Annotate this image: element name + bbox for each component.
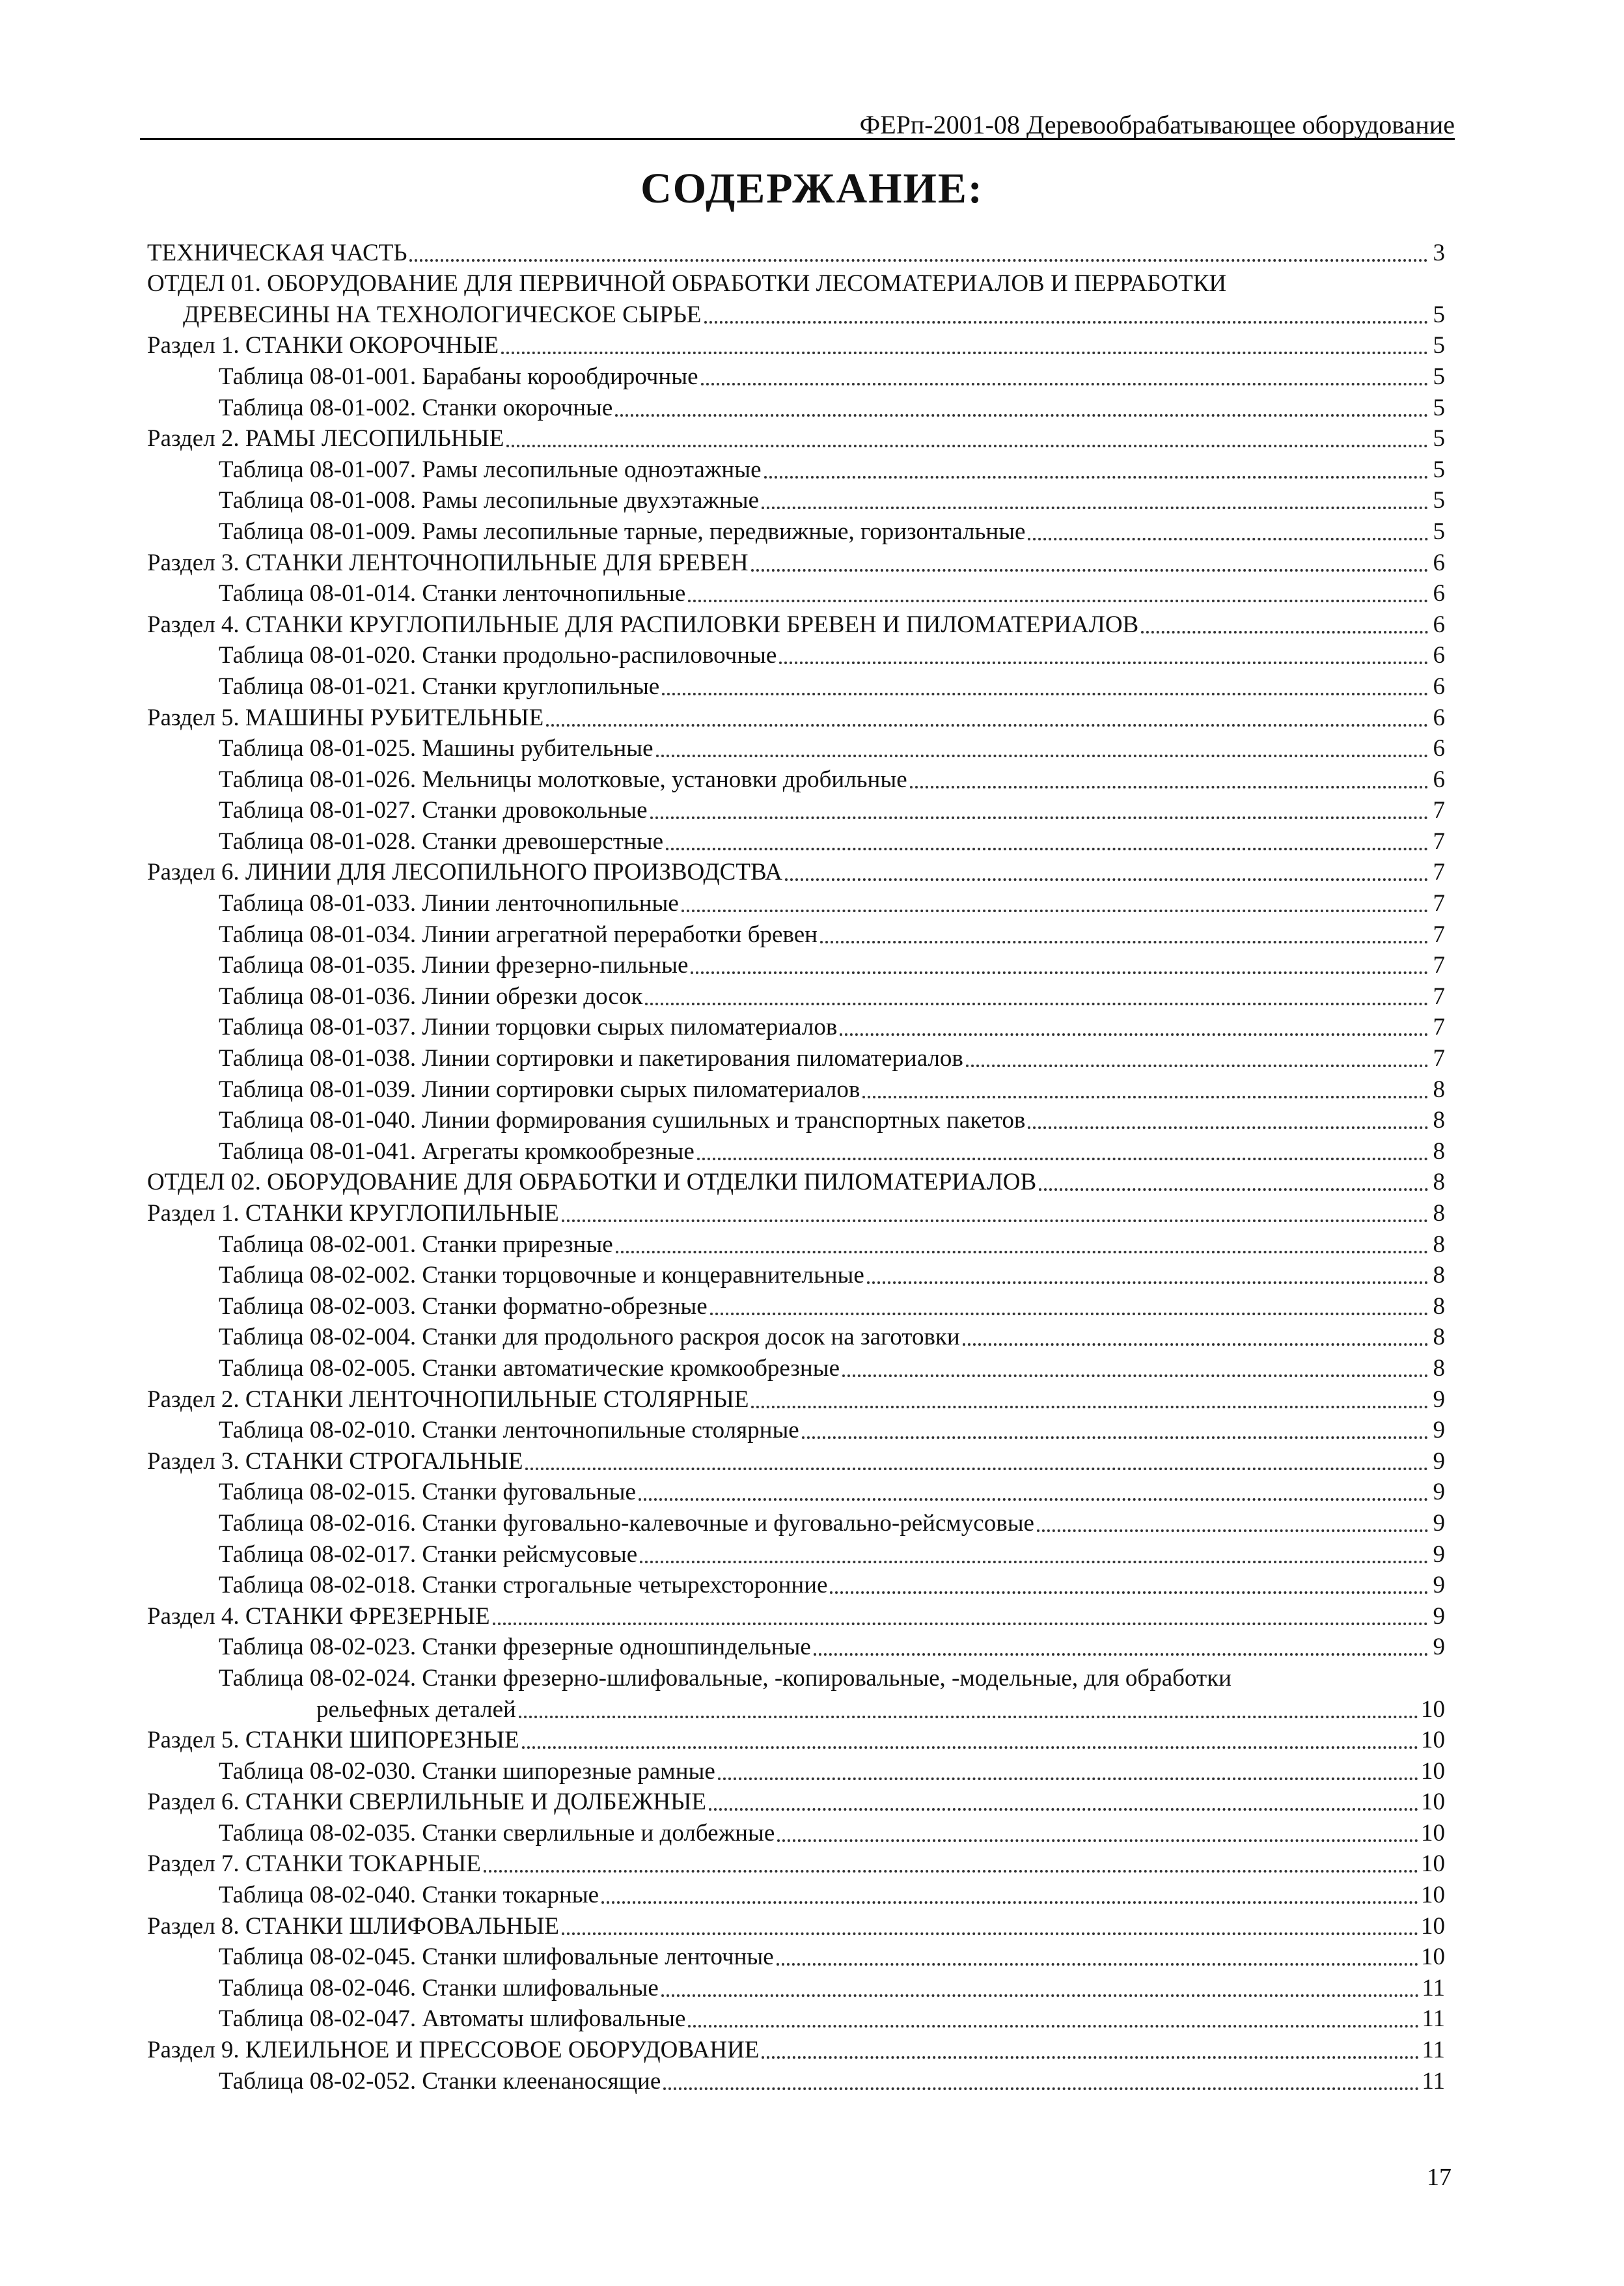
toc-entry-label: Таблица 08-01-038. Линии сортировки и пакетирования пиломатериалов bbox=[219, 1045, 963, 1072]
toc-entry bbox=[147, 1445, 1445, 1476]
dot-leader bbox=[681, 910, 1428, 912]
toc-entry bbox=[147, 701, 1445, 732]
toc-entry bbox=[147, 1817, 1445, 1848]
toc-entry-label: Таблица 08-02-017. Станки рейсмусовые bbox=[219, 1540, 638, 1568]
toc-entry-page: 6 bbox=[1433, 704, 1445, 731]
dot-leader bbox=[645, 1003, 1428, 1005]
toc-entry-label: Раздел 5. СТАНКИ ШИПОРЕЗНЫЕ bbox=[147, 1727, 519, 1754]
toc-entry bbox=[147, 1104, 1445, 1136]
toc-entry-label: Раздел 2. РАМЫ ЛЕСОПИЛЬНЫЕ bbox=[147, 425, 504, 453]
dot-leader bbox=[842, 1374, 1428, 1377]
toc-entry bbox=[147, 1569, 1445, 1600]
dot-leader bbox=[506, 445, 1428, 447]
toc-entry bbox=[147, 1878, 1445, 1910]
toc-entry-label: Таблица 08-01-026. Мельницы молотковые, установки дробильные bbox=[219, 766, 907, 793]
toc-entry-label: Раздел 7. СТАНКИ ТОКАРНЫЕ bbox=[147, 1850, 481, 1878]
dot-leader bbox=[525, 1468, 1428, 1470]
toc-entry bbox=[147, 1848, 1445, 1879]
toc-entry-label: Раздел 1. СТАНКИ ОКОРОЧНЫЕ bbox=[147, 332, 499, 359]
toc-entry-page: 7 bbox=[1433, 1014, 1445, 1041]
toc-entry-label: Таблица 08-01-021. Станки круглопильные bbox=[219, 673, 660, 700]
toc-entry-label: Таблица 08-02-046. Станки шлифовальные bbox=[219, 1974, 659, 2001]
dot-leader bbox=[688, 2025, 1419, 2028]
toc-entry-page: 5 bbox=[1433, 425, 1445, 453]
toc-entry-label: Раздел 9. КЛЕИЛЬНОЕ И ПРЕССОВОЕ ОБОРУДОВАНИЕ bbox=[147, 2037, 760, 2064]
toc-entry-page: 7 bbox=[1433, 952, 1445, 979]
toc-entry bbox=[147, 1786, 1445, 1817]
toc-entry-label: Таблица 08-02-005. Станки автоматические кромкообрезные bbox=[219, 1354, 840, 1382]
toc-entry-label: Таблица 08-02-002. Станки торцовочные и концеравнительные bbox=[219, 1262, 864, 1289]
toc-entry-page: 10 bbox=[1421, 1789, 1445, 1816]
toc-entry-label: Таблица 08-02-004. Станки для продольного раскроя досок на заготовки bbox=[219, 1324, 960, 1351]
dot-leader bbox=[484, 1870, 1418, 1873]
dot-leader bbox=[701, 383, 1429, 385]
toc-entry-label: Таблица 08-01-007. Рамы лесопильные одноэтажные bbox=[219, 456, 762, 483]
toc-entry bbox=[147, 1755, 1445, 1786]
toc-entry-page: 11 bbox=[1422, 1974, 1445, 2001]
toc-entry bbox=[147, 484, 1445, 516]
toc-entry-label: Раздел 3. СТАНКИ ЛЕНТОЧНОПИЛЬНЫЕ ДЛЯ БРЕВЕН bbox=[147, 549, 749, 576]
dot-leader bbox=[1028, 1126, 1428, 1129]
dot-leader bbox=[697, 1158, 1428, 1160]
dot-leader bbox=[709, 1808, 1418, 1811]
toc-entry-label: Таблица 08-02-016. Станки фуговально-калевочные и фуговально-рейсмусовые bbox=[219, 1509, 1034, 1537]
toc-entry-label: Таблица 08-02-018. Станки строгальные четырехсторонние bbox=[219, 1572, 828, 1599]
toc-entry-label: Таблица 08-01-036. Линии обрезки досок bbox=[219, 983, 643, 1010]
toc-entry bbox=[147, 1042, 1445, 1073]
toc-entry bbox=[147, 980, 1445, 1011]
dot-leader bbox=[688, 600, 1428, 602]
dot-leader bbox=[1141, 631, 1428, 634]
toc-entry-page: 9 bbox=[1433, 1479, 1445, 1506]
toc-entry bbox=[147, 578, 1445, 609]
toc-entry-label: Раздел 4. СТАНКИ ФРЕЗЕРНЫЕ bbox=[147, 1602, 490, 1630]
dot-leader bbox=[710, 1313, 1428, 1315]
dot-leader bbox=[562, 1220, 1428, 1222]
dot-leader bbox=[764, 476, 1429, 479]
toc-entry-label: Таблица 08-02-024. Станки фрезерно-шлифовальные, -копировальные, -модельные, для обработки bbox=[219, 1664, 1232, 1692]
dot-leader bbox=[616, 1251, 1428, 1253]
dot-leader bbox=[777, 1839, 1418, 1842]
dot-leader bbox=[519, 1716, 1418, 1718]
dot-leader bbox=[562, 1932, 1418, 1935]
dot-leader bbox=[814, 1653, 1428, 1656]
toc-entry-page: 6 bbox=[1433, 766, 1445, 793]
toc-entry-page: 8 bbox=[1433, 1292, 1445, 1320]
toc-entry-page: 8 bbox=[1433, 1200, 1445, 1227]
toc-entry-page: 9 bbox=[1433, 1572, 1445, 1599]
toc-entry-page: 10 bbox=[1421, 1757, 1445, 1785]
toc-entry-label: Таблица 08-01-009. Рамы лесопильные тарные, передвижные, горизонтальные bbox=[219, 518, 1026, 545]
toc-entry-page: 7 bbox=[1433, 890, 1445, 917]
toc-entry-label: Таблица 08-02-045. Станки шлифовальные ленточные bbox=[219, 1944, 774, 1971]
dot-leader bbox=[820, 941, 1428, 943]
dot-leader bbox=[718, 1777, 1418, 1780]
toc-entry bbox=[147, 732, 1445, 764]
toc-entry bbox=[147, 2033, 1445, 2065]
dot-leader bbox=[963, 1343, 1428, 1346]
toc-entry-page: 7 bbox=[1433, 921, 1445, 948]
toc-entry bbox=[147, 1631, 1445, 1662]
toc-entry-label: Таблица 08-02-040. Станки токарные bbox=[219, 1882, 599, 1909]
toc-entry-label: ТЕХНИЧЕСКАЯ ЧАСТЬ bbox=[147, 239, 407, 266]
toc-entry-page: 6 bbox=[1433, 549, 1445, 576]
toc-entry bbox=[147, 949, 1445, 981]
toc-entry-label: ОТДЕЛ 02. ОБОРУДОВАНИЕ ДЛЯ ОБРАБОТКИ И ОТДЕЛКИ ПИЛОМАТЕРИАЛОВ bbox=[147, 1169, 1037, 1196]
toc-entry-label: Таблица 08-01-041. Агрегаты кромкообрезные bbox=[219, 1137, 695, 1165]
toc-entry-label: Таблица 08-02-015. Станки фуговальные bbox=[219, 1479, 636, 1506]
dot-leader bbox=[777, 1963, 1418, 1966]
toc-entry-page: 8 bbox=[1433, 1354, 1445, 1382]
toc-entry bbox=[147, 670, 1445, 701]
toc-entry-page: 8 bbox=[1433, 1107, 1445, 1134]
toc-entry-page: 10 bbox=[1421, 1944, 1445, 1971]
dot-leader bbox=[691, 971, 1428, 974]
dot-leader bbox=[650, 816, 1428, 819]
toc-entry-page: 10 bbox=[1421, 1819, 1445, 1847]
toc-entry-page: 6 bbox=[1433, 642, 1445, 669]
toc-entry-label: Таблица 08-01-014. Станки ленточнопильные bbox=[219, 580, 686, 607]
toc-entry-page: 6 bbox=[1433, 735, 1445, 762]
toc-entry-page: 7 bbox=[1433, 1045, 1445, 1072]
dot-leader bbox=[840, 1033, 1428, 1036]
toc-entry-label: Таблица 08-01-001. Барабаны корообдирочные bbox=[219, 363, 698, 390]
dot-leader bbox=[862, 1096, 1428, 1098]
toc-entry bbox=[147, 1507, 1445, 1538]
toc-entry bbox=[147, 1011, 1445, 1042]
toc-entry bbox=[147, 298, 1445, 329]
dot-leader bbox=[704, 321, 1429, 324]
toc-entry bbox=[147, 1166, 1445, 1197]
toc-entry bbox=[147, 763, 1445, 794]
toc-entry bbox=[147, 1693, 1445, 1724]
toc-entry bbox=[147, 887, 1445, 918]
toc-entry-page: 7 bbox=[1433, 859, 1445, 886]
toc-entry bbox=[147, 268, 1445, 299]
dot-leader bbox=[830, 1591, 1428, 1594]
toc-entry bbox=[147, 1259, 1445, 1290]
toc-entry bbox=[147, 423, 1445, 454]
toc-entry bbox=[147, 1600, 1445, 1631]
dot-leader bbox=[661, 1994, 1420, 1997]
toc-entry-page: 10 bbox=[1421, 1695, 1445, 1723]
toc-entry-page: 9 bbox=[1433, 1447, 1445, 1475]
toc-entry bbox=[147, 639, 1445, 671]
dot-leader bbox=[1037, 1529, 1428, 1532]
dot-leader bbox=[785, 878, 1428, 881]
dot-leader bbox=[522, 1746, 1418, 1749]
dot-leader bbox=[409, 259, 1428, 262]
dot-leader bbox=[762, 507, 1428, 509]
toc-entry-page: 5 bbox=[1433, 518, 1445, 545]
toc-entry-page: 5 bbox=[1433, 363, 1445, 390]
toc-entry-page: 6 bbox=[1433, 611, 1445, 638]
toc-entry-page: 10 bbox=[1421, 1882, 1445, 1909]
dot-leader bbox=[751, 569, 1428, 572]
toc-entry-label: Раздел 4. СТАНКИ КРУГЛОПИЛЬНЫЕ ДЛЯ РАСПИЛОВКИ БРЕВЕН И ПИЛОМАТЕРИАЛОВ bbox=[147, 611, 1139, 638]
toc-entry-page: 5 bbox=[1433, 332, 1445, 359]
toc-entry-label: Таблица 08-01-033. Линии ленточнопильные bbox=[219, 890, 679, 917]
toc-entry-page: 10 bbox=[1421, 1727, 1445, 1754]
toc-entry bbox=[147, 918, 1445, 949]
toc-entry-page: 11 bbox=[1422, 2005, 1445, 2033]
toc-entry-page: 10 bbox=[1421, 1912, 1445, 1940]
toc-entry-page: 8 bbox=[1433, 1324, 1445, 1351]
toc-entry-label: Таблица 08-01-002. Станки окорочные bbox=[219, 394, 613, 421]
toc-entry-page: 9 bbox=[1433, 1417, 1445, 1444]
toc-entry bbox=[147, 1972, 1445, 2003]
toc-entry-label: рельефных деталей bbox=[316, 1695, 516, 1723]
toc-entry-label: ДРЕВЕСИНЫ НА ТЕХНОЛОГИЧЕСКОЕ СЫРЬЕ bbox=[183, 301, 702, 328]
toc-entry-page: 11 bbox=[1422, 2067, 1445, 2095]
toc-entry bbox=[147, 329, 1445, 361]
toc-entry-page: 5 bbox=[1433, 301, 1445, 328]
dot-leader bbox=[910, 786, 1428, 788]
toc-entry-label: Раздел 6. ЛИНИИ ДЛЯ ЛЕСОПИЛЬНОГО ПРОИЗВОДСТВА bbox=[147, 859, 783, 886]
dot-leader bbox=[663, 2087, 1419, 2090]
toc-entry bbox=[147, 391, 1445, 423]
toc-entry bbox=[147, 1910, 1445, 1941]
toc-entry-page: 5 bbox=[1433, 394, 1445, 421]
toc-entry-label: Раздел 2. СТАНКИ ЛЕНТОЧНОПИЛЬНЫЕ СТОЛЯРНЫЕ bbox=[147, 1386, 749, 1413]
toc-entry bbox=[147, 546, 1445, 578]
toc-entry bbox=[147, 2065, 1445, 2096]
toc-entry-page: 5 bbox=[1433, 456, 1445, 483]
toc-entry-label: Таблица 08-02-003. Станки форматно-обрезные bbox=[219, 1292, 708, 1320]
toc-entry bbox=[147, 1197, 1445, 1228]
toc-entry-label: Таблица 08-02-030. Станки шипорезные рамные bbox=[219, 1757, 715, 1785]
toc-entry-label: Таблица 08-02-052. Станки клеенаносящие bbox=[219, 2067, 661, 2095]
toc-entry bbox=[147, 2003, 1445, 2034]
toc-entry-label: ОТДЕЛ 01. ОБОРУДОВАНИЕ ДЛЯ ПЕРВИЧНОЙ ОБРАБОТКИ ЛЕСОМАТЕРИАЛОВ И ПЕРРАБОТКИ bbox=[147, 270, 1227, 298]
dot-leader bbox=[493, 1623, 1428, 1625]
toc-entry-label: Таблица 08-02-047. Автоматы шлифовальные bbox=[219, 2005, 686, 2033]
toc-entry bbox=[147, 1321, 1445, 1352]
toc-entry-label: Раздел 3. СТАНКИ СТРОГАЛЬНЫЕ bbox=[147, 1447, 523, 1475]
toc-entry-page: 9 bbox=[1433, 1540, 1445, 1568]
toc-entry-label: Раздел 8. СТАНКИ ШЛИФОВАЛЬНЫЕ bbox=[147, 1912, 559, 1940]
toc-entry-label: Таблица 08-01-040. Линии формирования сушильных и транспортных пакетов bbox=[219, 1107, 1026, 1134]
dot-leader bbox=[662, 693, 1428, 695]
toc-entry-label: Раздел 5. МАШИНЫ РУБИТЕЛЬНЫЕ bbox=[147, 704, 544, 731]
toc-entry-page: 8 bbox=[1433, 1169, 1445, 1196]
dot-leader bbox=[640, 1561, 1428, 1563]
toc-entry-label: Таблица 08-01-008. Рамы лесопильные двухэтажные bbox=[219, 487, 760, 514]
toc-entry-label: Таблица 08-01-028. Станки древошерстные bbox=[219, 828, 664, 855]
header-rule bbox=[140, 138, 1455, 140]
toc-entry-page: 3 bbox=[1433, 239, 1445, 266]
toc-entry-page: 5 bbox=[1433, 487, 1445, 514]
toc-entry-page: 11 bbox=[1422, 2037, 1445, 2064]
toc-entry-label: Раздел 1. СТАНКИ КРУГЛОПИЛЬНЫЕ bbox=[147, 1200, 559, 1227]
toc-entry bbox=[147, 515, 1445, 546]
toc-entry-page: 8 bbox=[1433, 1262, 1445, 1289]
toc-entry-label: Таблица 08-01-020. Станки продольно-распиловочные bbox=[219, 642, 777, 669]
toc-entry bbox=[147, 856, 1445, 887]
dot-leader bbox=[779, 662, 1428, 664]
toc-entry-label: Таблица 08-01-027. Станки дровокольные bbox=[219, 797, 648, 824]
dot-leader bbox=[601, 1901, 1418, 1904]
toc-entry bbox=[147, 1662, 1445, 1693]
toc-entry-page: 9 bbox=[1433, 1602, 1445, 1630]
dot-leader bbox=[546, 724, 1428, 727]
dot-leader bbox=[966, 1065, 1428, 1067]
toc-entry-page: 10 bbox=[1421, 1850, 1445, 1878]
toc-entry-page: 9 bbox=[1433, 1634, 1445, 1661]
toc-entry-label: Таблица 08-01-025. Машины рубительные bbox=[219, 735, 654, 762]
toc-entry-label: Таблица 08-01-037. Линии торцовки сырых пиломатериалов bbox=[219, 1014, 838, 1041]
dot-leader bbox=[615, 414, 1428, 417]
toc-entry bbox=[147, 1228, 1445, 1259]
dot-leader bbox=[762, 2056, 1419, 2059]
dot-leader bbox=[1039, 1188, 1428, 1191]
page-number: 17 bbox=[1427, 2164, 1452, 2191]
toc-entry-page: 7 bbox=[1433, 983, 1445, 1010]
toc-entry bbox=[147, 360, 1445, 391]
toc-entry-label: Таблица 08-02-035. Станки сверлильные и долбежные bbox=[219, 1819, 775, 1847]
running-header: ФЕРп-2001-08 Деревообрабатывающее оборудование bbox=[859, 110, 1455, 139]
toc-entry-page: 8 bbox=[1433, 1231, 1445, 1258]
dot-leader bbox=[867, 1281, 1428, 1284]
toc-entry-label: Таблица 08-01-039. Линии сортировки сырых пиломатериалов bbox=[219, 1076, 860, 1103]
dot-leader bbox=[656, 755, 1428, 757]
toc-entry-label: Раздел 6. СТАНКИ СВЕРЛИЛЬНЫЕ И ДОЛБЕЖНЫЕ bbox=[147, 1789, 706, 1816]
dot-leader bbox=[639, 1498, 1428, 1501]
toc-entry bbox=[147, 825, 1445, 856]
toc-entry-page: 9 bbox=[1433, 1509, 1445, 1537]
toc-entry-label: Таблица 08-02-001. Станки прирезные bbox=[219, 1231, 613, 1258]
toc-entry-page: 7 bbox=[1433, 828, 1445, 855]
toc-entry-page: 6 bbox=[1433, 673, 1445, 700]
toc-entry bbox=[147, 1476, 1445, 1507]
dot-leader bbox=[751, 1406, 1428, 1408]
toc-entry bbox=[147, 1414, 1445, 1445]
dot-leader bbox=[501, 352, 1428, 354]
toc-entry-label: Таблица 08-02-010. Станки ленточнопильные столярные bbox=[219, 1417, 799, 1444]
toc-entry bbox=[147, 236, 1445, 268]
toc-entry bbox=[147, 1352, 1445, 1383]
toc-entry-label: Таблица 08-01-034. Линии агрегатной переработки бревен bbox=[219, 921, 818, 948]
toc-entry bbox=[147, 1290, 1445, 1321]
toc-entry bbox=[147, 1724, 1445, 1755]
table-of-contents bbox=[147, 236, 1445, 2096]
toc-entry-label: Таблица 08-01-035. Линии фрезерно-пильные bbox=[219, 952, 689, 979]
toc-entry-page: 9 bbox=[1433, 1386, 1445, 1413]
toc-entry bbox=[147, 1383, 1445, 1414]
dot-leader bbox=[666, 848, 1428, 850]
page-title: СОДЕРЖАНИЕ: bbox=[640, 165, 984, 212]
toc-entry bbox=[147, 1135, 1445, 1166]
toc-entry bbox=[147, 608, 1445, 639]
toc-entry-page: 8 bbox=[1433, 1076, 1445, 1103]
toc-entry-label: Таблица 08-02-023. Станки фрезерные одношпиндельные bbox=[219, 1634, 811, 1661]
toc-entry bbox=[147, 1073, 1445, 1104]
toc-entry-page: 7 bbox=[1433, 797, 1445, 824]
toc-entry bbox=[147, 1538, 1445, 1569]
toc-entry bbox=[147, 1941, 1445, 1972]
dot-leader bbox=[1028, 538, 1428, 540]
toc-entry-page: 6 bbox=[1433, 580, 1445, 607]
toc-entry bbox=[147, 794, 1445, 826]
toc-entry-page: 8 bbox=[1433, 1137, 1445, 1165]
dot-leader bbox=[802, 1436, 1428, 1439]
toc-entry bbox=[147, 453, 1445, 484]
